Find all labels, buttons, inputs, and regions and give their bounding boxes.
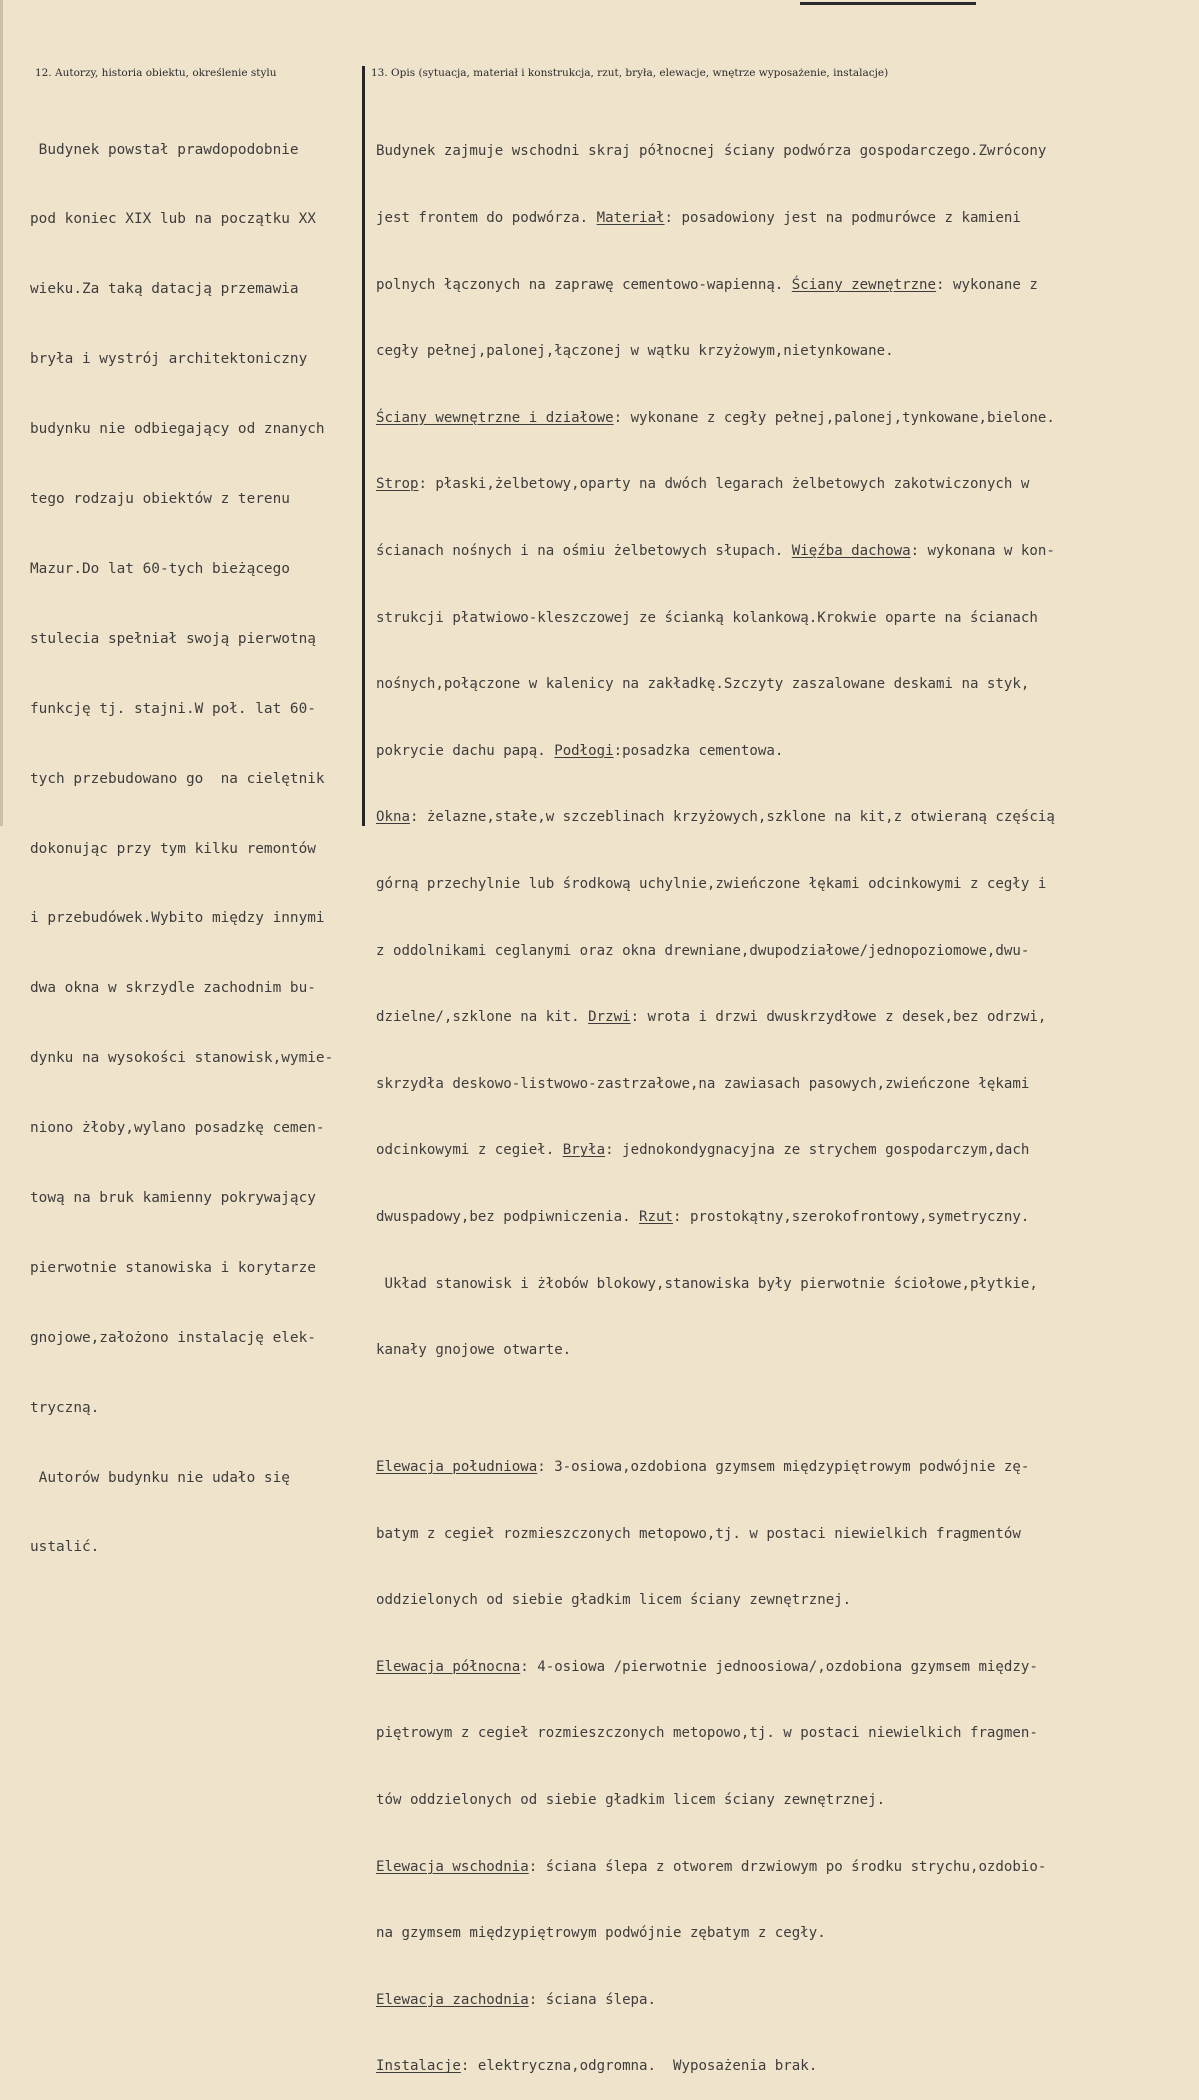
text-line: z oddolnikami ceglanymi oraz okna drewniane,dwupodziałowe/jednopoziomowe,dwu- — [376, 942, 1030, 959]
text-line: piętrowym z cegieł rozmieszczonych metopowo,tj. w postaci niewielkich fragmen- — [376, 1725, 1038, 1742]
text-line: i przebudówek.Wybito między innymi — [30, 910, 325, 927]
text-line: tów oddzielonych od siebie gładkim licem ściany zewnętrznej. — [376, 1792, 886, 1809]
text-line: Strop: płaski,żelbetowy,oparty na dwóch legarach żelbetowych zakotwiczonych w — [376, 476, 1030, 493]
section-12-header: 12. Autorzy, historia obiektu, określenie stylu — [35, 67, 277, 79]
text-line: nośnych,połączone w kalenicy na zakładkę.Szczyty zaszalowane deskami na styk, — [376, 676, 1030, 693]
section-12-text — [30, 92, 333, 1583]
heading-south-elevation: Elewacja południowa — [376, 1459, 538, 1476]
heading-doors: Drzwi — [588, 1009, 631, 1026]
heading-outer-walls: Ściany zewnętrzne — [791, 276, 937, 293]
section-13-header: 13. Opis (sytuacja, materiał i konstrukcja, rzut, bryła, elewacje, wnętrze wyposażenie, instalacje) — [371, 67, 889, 79]
section-13-text — [376, 96, 1055, 2100]
text-line: Autorów budynku nie udało się — [30, 1469, 290, 1486]
text-line: pokrycie dachu papą. Podłogi:posadzka cementowa. — [376, 742, 784, 759]
heading-installations: Instalacje — [376, 2058, 461, 2075]
heading-west-elevation: Elewacja zachodnia — [376, 1991, 529, 2008]
text-line: na gzymsem międzypiętrowym podwójnie zębatym z cegły. — [376, 1925, 826, 1942]
paragraph-gap — [376, 1406, 1055, 1412]
text-line: Instalacje: elektryczna,odgromna. Wyposażenia brak. — [376, 2058, 818, 2075]
text-line: tego rodzaju obiektów z terenu — [30, 491, 290, 508]
text-line: odcinkowymi z cegieł. Bryła: jednokondygnacyjna ze strychem gospodarczym,dach — [376, 1142, 1030, 1159]
heading-material: Materiał — [596, 210, 665, 226]
heading-inner-walls: Ściany wewnętrzne i działowe — [376, 409, 614, 426]
text-line: dynku na wysokości stanowisk,wymie- — [30, 1050, 334, 1067]
text-line: stulecia spełniał swoją pierwotną — [30, 630, 316, 647]
text-line: Ściany wewnętrzne i działowe: wykonane z cegły pełnej,palonej,tynkowane,bielone. — [376, 409, 1055, 426]
page-edge — [0, 0, 3, 826]
text-line: budynku nie odbiegający od znanych — [30, 421, 325, 438]
text-line: dwa okna w skrzydle zachodnim bu- — [30, 980, 316, 997]
text-line: Budynek zajmuje wschodni skraj północnej ściany podwórza gospodarczego.Zwrócony — [376, 143, 1047, 160]
text-line: górną przechylnie lub środkową uchylnie,zwieńczone łękami odcinkowymi z cegły i — [376, 875, 1047, 892]
text-line: wieku.Za taką datacją przemawia — [30, 281, 299, 298]
text-line: Elewacja południowa: 3-osiowa,ozdobiona gzymsem międzypiętrowym podwójnie zę- — [376, 1459, 1030, 1476]
heading-east-elevation: Elewacja wschodnia — [376, 1858, 529, 1875]
heading-ceiling: Strop — [376, 476, 419, 493]
text-line: ścianach nośnych i na ośmiu żelbetowych słupach. Więźba dachowa: wykonana w kon- — [376, 542, 1055, 559]
text-line: Elewacja północna: 4-osiowa /pierwotnie jednoosiowa/,ozdobiona gzymsem między- — [376, 1658, 1038, 1675]
text-line: funkcję tj. stajni.W poł. lat 60- — [30, 700, 316, 717]
text-line: Elewacja wschodnia: ściana ślepa z otworem drzwiowym po środku strychu,ozdobio- — [376, 1858, 1047, 1875]
heading-floors: Podłogi — [554, 742, 614, 759]
text-line: gnojowe,założono instalację elek- — [30, 1329, 316, 1346]
text-line: tową na bruk kamienny pokrywający — [30, 1189, 316, 1206]
text-line: niono żłoby,wylano posadzkę cemen- — [30, 1120, 325, 1137]
text-line: ustalić. — [30, 1539, 100, 1556]
text-line: Okna: żelazne,stałe,w szczeblinach krzyżowych,szklone na kit,z otwieraną częścią — [376, 809, 1055, 826]
heading-north-elevation: Elewacja północna — [376, 1658, 521, 1675]
text-line: jest frontem do podwórza. Materiał: posadowiony jest na podmurówce z kamieni — [376, 210, 1021, 226]
text-line: dzielne/,szklone na kit. Drzwi: wrota i drzwi dwuskrzydłowe z desek,bez odrzwi, — [376, 1009, 1047, 1026]
text-line: dwuspadowy,bez podpiwniczenia. Rzut: prostokątny,szerokofrontowy,symetryczny. — [376, 1208, 1030, 1225]
text-line: batym z cegieł rozmieszczonych metopowo,tj. w postaci niewielkich fragmentów — [376, 1525, 1021, 1542]
text-line: dokonując przy tym kilku remontów — [30, 840, 316, 857]
text-line: cegły pełnej,palonej,łączonej w wątku krzyżowym,nietynkowane. — [376, 343, 894, 360]
heading-windows: Okna — [376, 809, 410, 826]
text-line: kanały gnojowe otwarte. — [376, 1342, 572, 1359]
text-line: skrzydła deskowo-listwowo-zastrzałowe,na zawiasach pasowych,zwieńczone łękami — [376, 1075, 1030, 1092]
text-line: tych przebudowano go na cielętnik — [30, 770, 325, 787]
heading-mass: Bryła — [562, 1142, 606, 1159]
text-line: tryczną. — [30, 1399, 100, 1416]
text-line: pierwotnie stanowiska i korytarze — [30, 1259, 316, 1276]
column-divider — [362, 66, 365, 826]
text-line: bryła i wystrój architektoniczny — [30, 351, 308, 368]
text-line: oddzielonych od siebie gładkim licem ściany zewnętrznej. — [376, 1592, 852, 1609]
text-line: strukcji płatwiowo-kleszczowej ze ścianką kolankową.Krokwie oparte na ścianach — [376, 609, 1038, 626]
top-rule — [800, 2, 976, 5]
text-line: Budynek powstał prawdopodobnie — [30, 141, 299, 158]
heading-plan: Rzut — [639, 1208, 673, 1225]
text-line: Mazur.Do lat 60-tych bieżącego — [30, 560, 290, 577]
heading-roof-truss: Więźba dachowa — [791, 542, 911, 559]
text-line: polnych łączonych na zaprawę cementowo-wapienną. Ściany zewnętrzne: wykonane z — [376, 276, 1038, 293]
text-line: Elewacja zachodnia: ściana ślepa. — [376, 1991, 657, 2008]
text-line: Układ stanowisk i żłobów blokowy,stanowiska były pierwotnie ściołowe,płytkie, — [376, 1275, 1038, 1292]
text-line: pod koniec XIX lub na początku XX — [30, 211, 316, 228]
